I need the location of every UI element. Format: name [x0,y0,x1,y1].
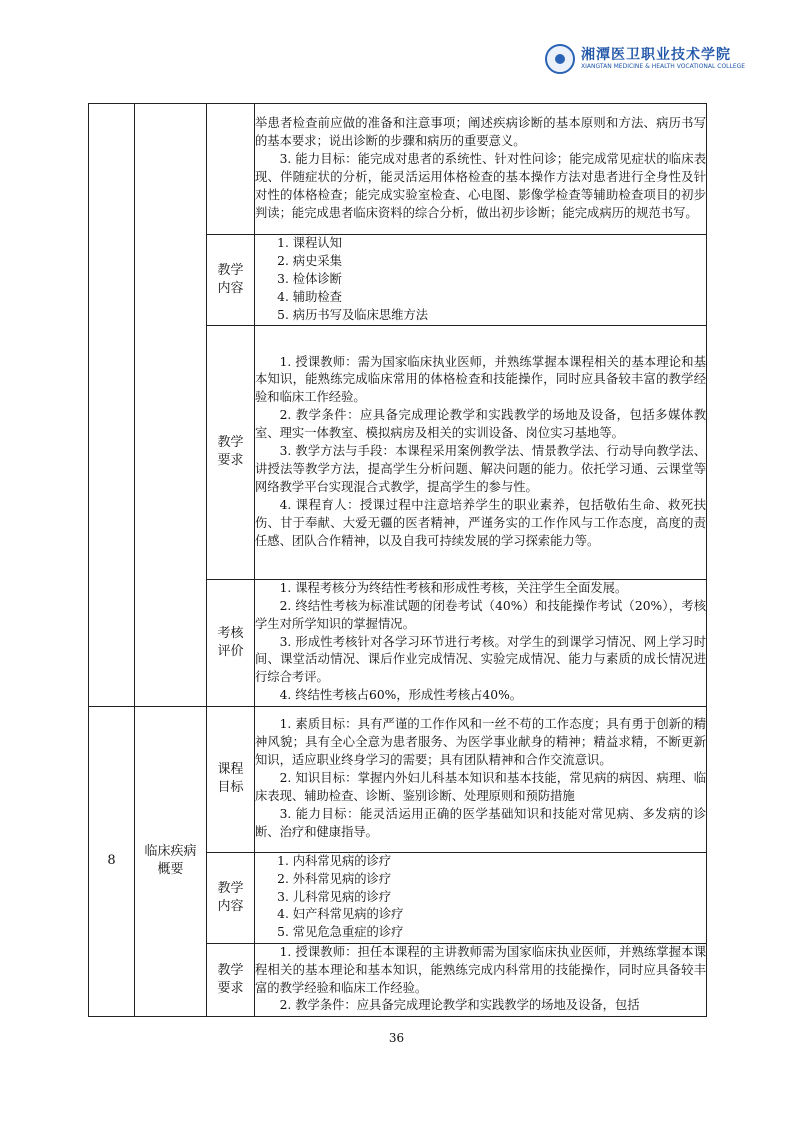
row-label-content: 教学 内容 [207,852,255,943]
list-item: 3. 儿科常见病的诊疗 [277,889,392,904]
objective-text: 3. 能力目标：能灵活运用正确的医学基础知识和技能对常见病、多发病的诊断、治疗和健康指导。 [255,806,706,839]
evaluation-text: 3. 形成性考核针对各学习环节进行考核。对学生的到课学习情况、网上学习时间、课堂活动情况、课后作业完成情况、实验完成情况、能力与素质的成长情况进行综合考评。 [255,634,706,685]
evaluation-text: 2. 终结性考核为标准试题的闭卷考试（40%）和技能操作考试（20%），考核学生对所学知识的掌握情况。 [255,598,706,631]
course-table [88,103,707,1017]
school-name-en: XIANGTAN MEDICINE & HEALTH VOCATIONAL COLLEGE [581,63,746,70]
table-row [89,104,707,235]
list-item: 2. 外科常见病的诊疗 [277,871,392,886]
requirement-text: 1. 授课教师：需为国家临床执业医师，并熟练掌握本课程相关的基本理论和基本知识，能熟练完成临床常用的体格检查和技能操作，同时应具备较丰富的教学经验和临床工作经验。 [255,354,706,405]
table-row [89,706,707,852]
list-item: 4. 辅助检查 [277,289,342,304]
list-item: 1. 内科常见病的诊疗 [277,853,392,868]
content-list [255,235,707,326]
requirement-text: 1. 授课教师：担任本课程的主讲教师需为国家临床执业医师，并熟练掌握本课程相关的基本理论和基本知识，能熟练完成内科常用的技能操作，同时应具备较丰富的教学经验和临床工作经验。 [255,944,706,995]
row-label-requirements: 教学 要求 [207,325,255,579]
requirement-text: 2. 教学条件：应具备完成理论教学和实践教学的场地及设备，包括多媒体教室、理实一体教室、模拟病房及相关的实训设备、岗位实习基地等。 [255,408,706,441]
requirements-content [255,943,707,1016]
course-number-cell: 8 [89,706,135,1016]
row-label-objectives: 课程 目标 [207,706,255,852]
requirement-text: 3. 教学方法与手段：本课程采用案例教学法、情景教学法、行动导向教学法、讲授法等教学方法，提高学生分析问题、解决问题的能力。依托学习通、云课堂等网络教学平台实现混合式教学，提高学生的参与性。 [255,444,706,494]
page-number: 36 [388,1031,405,1045]
course-number-cell [89,104,135,707]
objective-text: 2. 知识目标：掌握内外妇儿科基本知识和基本技能，常见病的病因、病理、临床表现、辅助检查、诊断、鉴别诊断、处理原则和预防措施 [255,771,706,803]
content-list [255,852,707,943]
objective-text: 举患者检查前应做的准备和注意事项；阐述疾病诊断的基本原则和方法、病历书写的基本要求；说出诊断的步骤和病历的重要意义。 [255,116,706,149]
evaluation-content [255,579,707,706]
school-logo [545,44,746,78]
row-label-cell [207,104,255,235]
school-emblem-icon [545,44,575,74]
requirement-text: 2. 教学条件：应具备完成理论教学和实践教学的场地及设备，包括 [279,998,640,1013]
objective-text: 1. 素质目标：具有严谨的工作作风和一丝不苟的工作态度；具有勇于创新的精神风貌；具有全心全意为患者服务、为医学事业献身的精神；精益求精，不断更新知识，适应职业终身学习的需要；具有团队精神和合作交流意识。 [255,717,706,768]
row-label-requirements: 教学 要求 [207,943,255,1016]
school-name-cn: 湘潭医卫职业技术学院 [581,47,731,63]
objective-text: 3. 能力目标：能完成对患者的系统性、针对性问诊；能完成常见症状的临床表现、伴随症状的分析，能灵活运用体格检查的基本操作方法对患者进行全身性及针对性的体格检查；能完成实验室检查、心电图、影像学检查等辅助检查项目的初步判读；能完成患者临床资料的综合分析，做出初步诊断；能完成病历的规范书写。 [255,152,706,220]
list-item: 1. 课程认知 [277,236,342,250]
list-item: 5. 常见危急重症的诊疗 [277,925,404,940]
objectives-content [255,706,707,852]
evaluation-text: 4. 终结性考核占60%，形成性考核占40%。 [279,688,523,703]
row-label-content: 教学 内容 [207,235,255,326]
course-name-cell [135,104,207,707]
course-name-cell: 临床疾病 概要 [135,706,207,1016]
requirement-text: 4. 课程育人：授课过程中注意培养学生的职业素养，包括敬佑生命、救死扶伤、甘于奉献、大爱无疆的医者精神，严谨务实的工作作风与工作态度，高度的责任感、团队合作精神，以及自我可持续发展的学习探索能力等。 [255,497,706,548]
requirements-content [255,325,707,579]
list-item: 3. 检体诊断 [277,271,342,286]
row-label-evaluation: 考核 评价 [207,579,255,706]
list-item: 5. 病历书写及临床思维方法 [277,307,429,322]
list-item: 2. 病史采集 [277,253,342,268]
evaluation-text: 1. 课程考核分为终结性考核和形成性考核，关注学生全面发展。 [279,580,628,595]
list-item: 4. 妇产科常见病的诊疗 [277,907,404,922]
objectives-content [255,104,707,235]
